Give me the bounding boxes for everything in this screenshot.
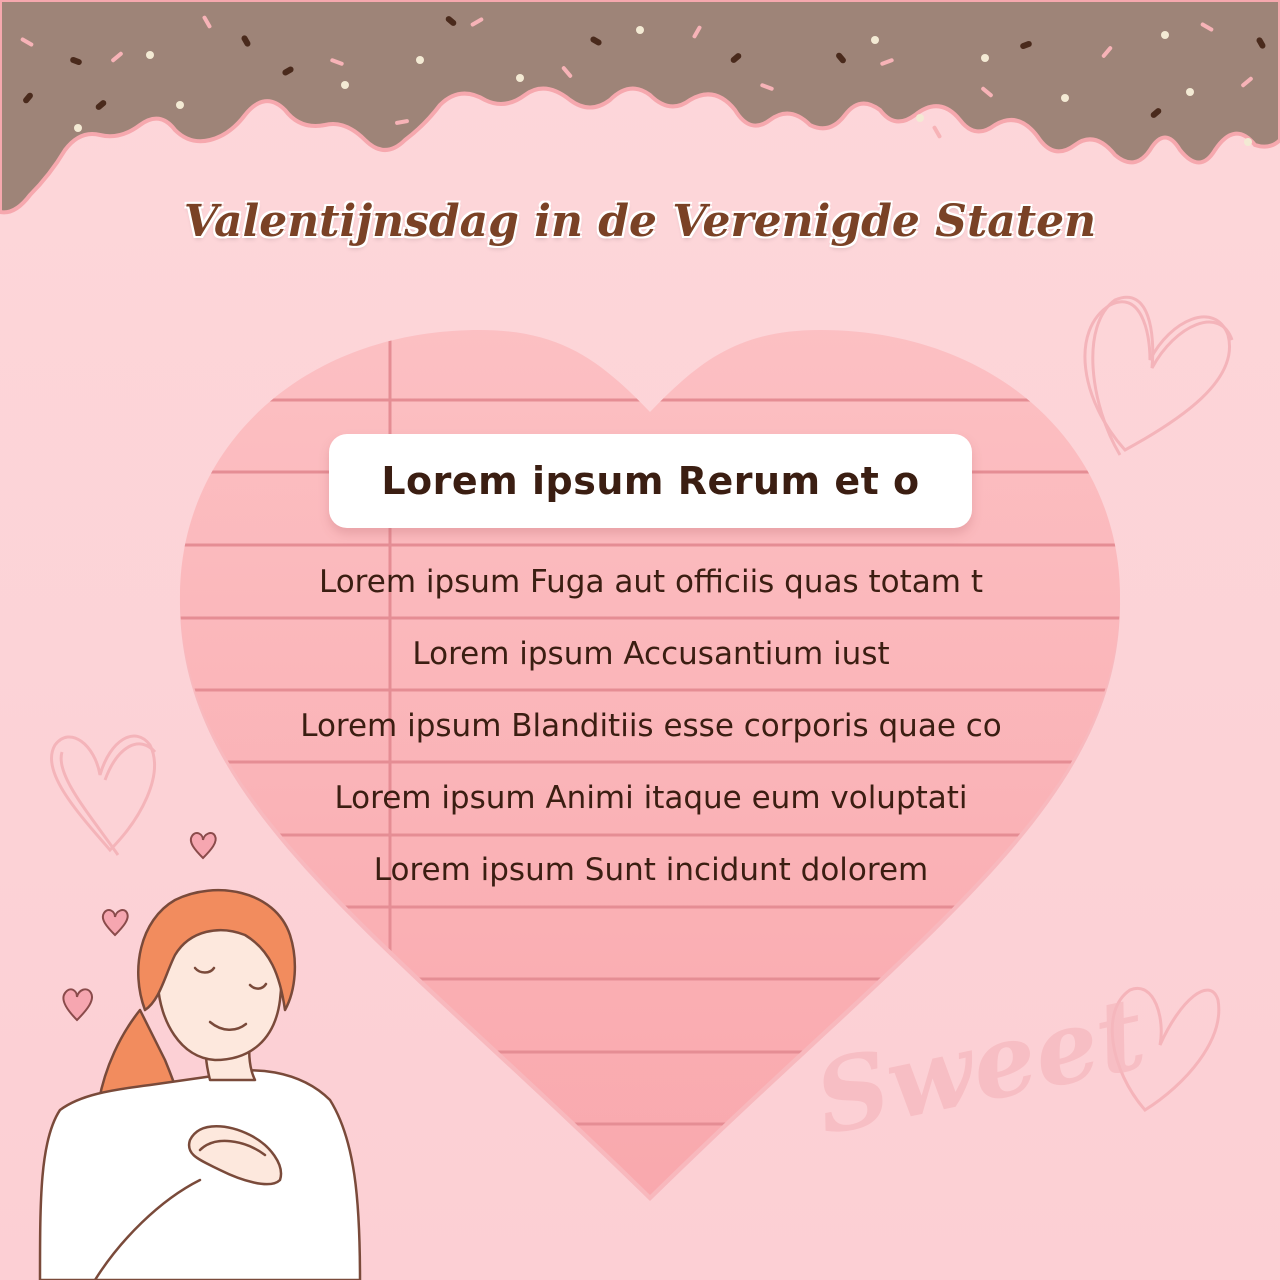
list-item: Lorem ipsum Blanditiis esse corporis quae co [300,708,1002,744]
list-item: Lorem ipsum Sunt incidunt dolorem [373,852,929,888]
list-item: Lorem ipsum Animi itaque eum voluptati [334,780,968,816]
page-title: Valentijnsdag in de Verenigde Staten [183,196,1097,247]
sweet-decoration-text: Sweet [805,973,1155,1158]
list-item: Lorem ipsum Accusantium iust [412,636,890,672]
list-item: Lorem ipsum Fuga aut officiis quas totam t [318,564,983,600]
heading-text: Lorem ipsum Rerum et o [381,459,920,503]
item-list [180,546,1122,906]
heading-card [329,434,972,528]
